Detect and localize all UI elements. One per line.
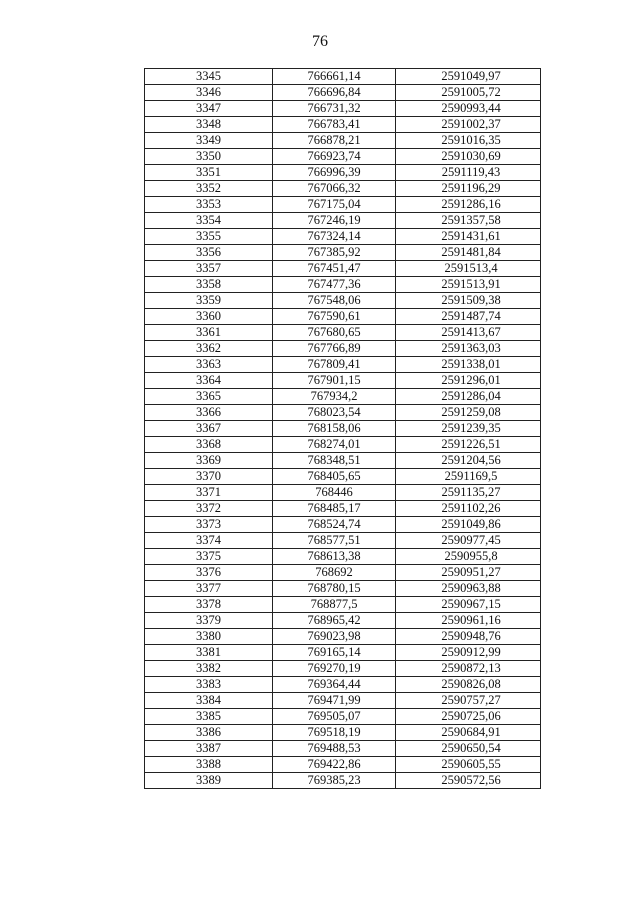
y-coordinate-cell: 2590951,27 [396,565,541,581]
y-coordinate-cell: 2590967,15 [396,597,541,613]
table-row [145,565,541,581]
x-coordinate-cell: 768877,5 [273,597,396,613]
x-coordinate-cell: 769364,44 [273,677,396,693]
y-coordinate-cell: 2591509,38 [396,293,541,309]
table-row [145,581,541,597]
x-coordinate-cell: 767324,14 [273,229,396,245]
y-coordinate-cell: 2591487,74 [396,309,541,325]
x-coordinate-cell: 767590,61 [273,309,396,325]
x-coordinate-cell: 767766,89 [273,341,396,357]
x-coordinate-cell: 769488,53 [273,741,396,757]
y-coordinate-cell: 2591135,27 [396,485,541,501]
x-coordinate-cell: 766783,41 [273,117,396,133]
coordinates-table [144,68,541,789]
x-coordinate-cell: 769505,07 [273,709,396,725]
y-coordinate-cell: 2590912,99 [396,645,541,661]
x-coordinate-cell: 768692 [273,565,396,581]
table-row [145,229,541,245]
x-coordinate-cell: 769023,98 [273,629,396,645]
x-coordinate-cell: 766731,32 [273,101,396,117]
point-number-cell: 3383 [145,677,273,693]
point-number-cell: 3346 [145,85,273,101]
table-row [145,501,541,517]
point-number-cell: 3377 [145,581,273,597]
table-row [145,549,541,565]
y-coordinate-cell: 2590605,55 [396,757,541,773]
point-number-cell: 3368 [145,437,273,453]
x-coordinate-cell: 769385,23 [273,773,396,789]
x-coordinate-cell: 768405,65 [273,469,396,485]
point-number-cell: 3347 [145,101,273,117]
x-coordinate-cell: 769518,19 [273,725,396,741]
y-coordinate-cell: 2591169,5 [396,469,541,485]
y-coordinate-cell: 2590993,44 [396,101,541,117]
y-coordinate-cell: 2591286,16 [396,197,541,213]
y-coordinate-cell: 2591102,26 [396,501,541,517]
x-coordinate-cell: 767451,47 [273,261,396,277]
y-coordinate-cell: 2590977,45 [396,533,541,549]
x-coordinate-cell: 768348,51 [273,453,396,469]
x-coordinate-cell: 768965,42 [273,613,396,629]
point-number-cell: 3379 [145,613,273,629]
y-coordinate-cell: 2590650,54 [396,741,541,757]
point-number-cell: 3380 [145,629,273,645]
point-number-cell: 3345 [145,69,273,85]
table-row [145,453,541,469]
point-number-cell: 3364 [145,373,273,389]
point-number-cell: 3373 [145,517,273,533]
x-coordinate-cell: 768524,74 [273,517,396,533]
x-coordinate-cell: 767066,32 [273,181,396,197]
y-coordinate-cell: 2590725,06 [396,709,541,725]
y-coordinate-cell: 2591363,03 [396,341,541,357]
y-coordinate-cell: 2591481,84 [396,245,541,261]
table-row [145,117,541,133]
point-number-cell: 3360 [145,309,273,325]
x-coordinate-cell: 767477,36 [273,277,396,293]
point-number-cell: 3351 [145,165,273,181]
point-number-cell: 3384 [145,693,273,709]
y-coordinate-cell: 2591005,72 [396,85,541,101]
table-row [145,773,541,789]
y-coordinate-cell: 2590684,91 [396,725,541,741]
x-coordinate-cell: 766696,84 [273,85,396,101]
table-row [145,309,541,325]
y-coordinate-cell: 2591030,69 [396,149,541,165]
table-row [145,293,541,309]
x-coordinate-cell: 768613,38 [273,549,396,565]
y-coordinate-cell: 2591119,43 [396,165,541,181]
point-number-cell: 3375 [145,549,273,565]
table-row [145,677,541,693]
y-coordinate-cell: 2591357,58 [396,213,541,229]
y-coordinate-cell: 2591513,91 [396,277,541,293]
y-coordinate-cell: 2591239,35 [396,421,541,437]
table-row [145,197,541,213]
x-coordinate-cell: 768446 [273,485,396,501]
point-number-cell: 3385 [145,709,273,725]
x-coordinate-cell: 767680,65 [273,325,396,341]
x-coordinate-cell: 768577,51 [273,533,396,549]
point-number-cell: 3382 [145,661,273,677]
y-coordinate-cell: 2591286,04 [396,389,541,405]
x-coordinate-cell: 767385,92 [273,245,396,261]
x-coordinate-cell: 768158,06 [273,421,396,437]
y-coordinate-cell: 2591049,97 [396,69,541,85]
point-number-cell: 3355 [145,229,273,245]
x-coordinate-cell: 767548,06 [273,293,396,309]
table-row [145,133,541,149]
x-coordinate-cell: 766996,39 [273,165,396,181]
x-coordinate-cell: 767901,15 [273,373,396,389]
y-coordinate-cell: 2590948,76 [396,629,541,645]
y-coordinate-cell: 2591296,01 [396,373,541,389]
y-coordinate-cell: 2591513,4 [396,261,541,277]
table-row [145,709,541,725]
y-coordinate-cell: 2591049,86 [396,517,541,533]
y-coordinate-cell: 2591002,37 [396,117,541,133]
table-row [145,693,541,709]
table-row [145,69,541,85]
x-coordinate-cell: 766661,14 [273,69,396,85]
point-number-cell: 3388 [145,757,273,773]
point-number-cell: 3386 [145,725,273,741]
y-coordinate-cell: 2591226,51 [396,437,541,453]
point-number-cell: 3367 [145,421,273,437]
point-number-cell: 3359 [145,293,273,309]
point-number-cell: 3356 [145,245,273,261]
table-row [145,341,541,357]
x-coordinate-cell: 769165,14 [273,645,396,661]
point-number-cell: 3354 [145,213,273,229]
y-coordinate-cell: 2590963,88 [396,581,541,597]
point-number-cell: 3365 [145,389,273,405]
x-coordinate-cell: 766923,74 [273,149,396,165]
x-coordinate-cell: 768780,15 [273,581,396,597]
x-coordinate-cell: 768023,54 [273,405,396,421]
point-number-cell: 3378 [145,597,273,613]
page-number: 76 [312,33,328,50]
point-number-cell: 3358 [145,277,273,293]
table-row [145,373,541,389]
table-row [145,245,541,261]
table-row [145,629,541,645]
table-row [145,597,541,613]
x-coordinate-cell: 767246,19 [273,213,396,229]
table-row [145,165,541,181]
y-coordinate-cell: 2591413,67 [396,325,541,341]
table-row [145,261,541,277]
y-coordinate-cell: 2590826,08 [396,677,541,693]
y-coordinate-cell: 2591431,61 [396,229,541,245]
point-number-cell: 3362 [145,341,273,357]
table-row [145,437,541,453]
x-coordinate-cell: 767175,04 [273,197,396,213]
point-number-cell: 3387 [145,741,273,757]
x-coordinate-cell: 769270,19 [273,661,396,677]
table-row [145,469,541,485]
table-row [145,517,541,533]
x-coordinate-cell: 768485,17 [273,501,396,517]
table-row [145,645,541,661]
table-row [145,149,541,165]
y-coordinate-cell: 2590872,13 [396,661,541,677]
point-number-cell: 3369 [145,453,273,469]
x-coordinate-cell: 767809,41 [273,357,396,373]
y-coordinate-cell: 2591259,08 [396,405,541,421]
point-number-cell: 3389 [145,773,273,789]
point-number-cell: 3363 [145,357,273,373]
x-coordinate-cell: 769422,86 [273,757,396,773]
point-number-cell: 3361 [145,325,273,341]
x-coordinate-cell: 767934,2 [273,389,396,405]
table-row [145,85,541,101]
table-row [145,357,541,373]
table-row [145,213,541,229]
table-row [145,661,541,677]
point-number-cell: 3372 [145,501,273,517]
point-number-cell: 3370 [145,469,273,485]
table-row [145,485,541,501]
point-number-cell: 3371 [145,485,273,501]
y-coordinate-cell: 2590961,16 [396,613,541,629]
table-row [145,725,541,741]
point-number-cell: 3348 [145,117,273,133]
y-coordinate-cell: 2590757,27 [396,693,541,709]
table-row [145,533,541,549]
y-coordinate-cell: 2591016,35 [396,133,541,149]
y-coordinate-cell: 2591196,29 [396,181,541,197]
point-number-cell: 3350 [145,149,273,165]
y-coordinate-cell: 2591204,56 [396,453,541,469]
x-coordinate-cell: 768274,01 [273,437,396,453]
table-row [145,613,541,629]
table-row [145,421,541,437]
table-row [145,757,541,773]
x-coordinate-cell: 769471,99 [273,693,396,709]
table-row [145,741,541,757]
point-number-cell: 3366 [145,405,273,421]
table-row [145,325,541,341]
y-coordinate-cell: 2591338,01 [396,357,541,373]
point-number-cell: 3349 [145,133,273,149]
point-number-cell: 3381 [145,645,273,661]
point-number-cell: 3357 [145,261,273,277]
y-coordinate-cell: 2590572,56 [396,773,541,789]
point-number-cell: 3353 [145,197,273,213]
table-row [145,389,541,405]
point-number-cell: 3376 [145,565,273,581]
x-coordinate-cell: 766878,21 [273,133,396,149]
point-number-cell: 3374 [145,533,273,549]
y-coordinate-cell: 2590955,8 [396,549,541,565]
table-row [145,101,541,117]
table-row [145,181,541,197]
coordinates-table-body [145,69,541,789]
table-row [145,277,541,293]
point-number-cell: 3352 [145,181,273,197]
table-row [145,405,541,421]
